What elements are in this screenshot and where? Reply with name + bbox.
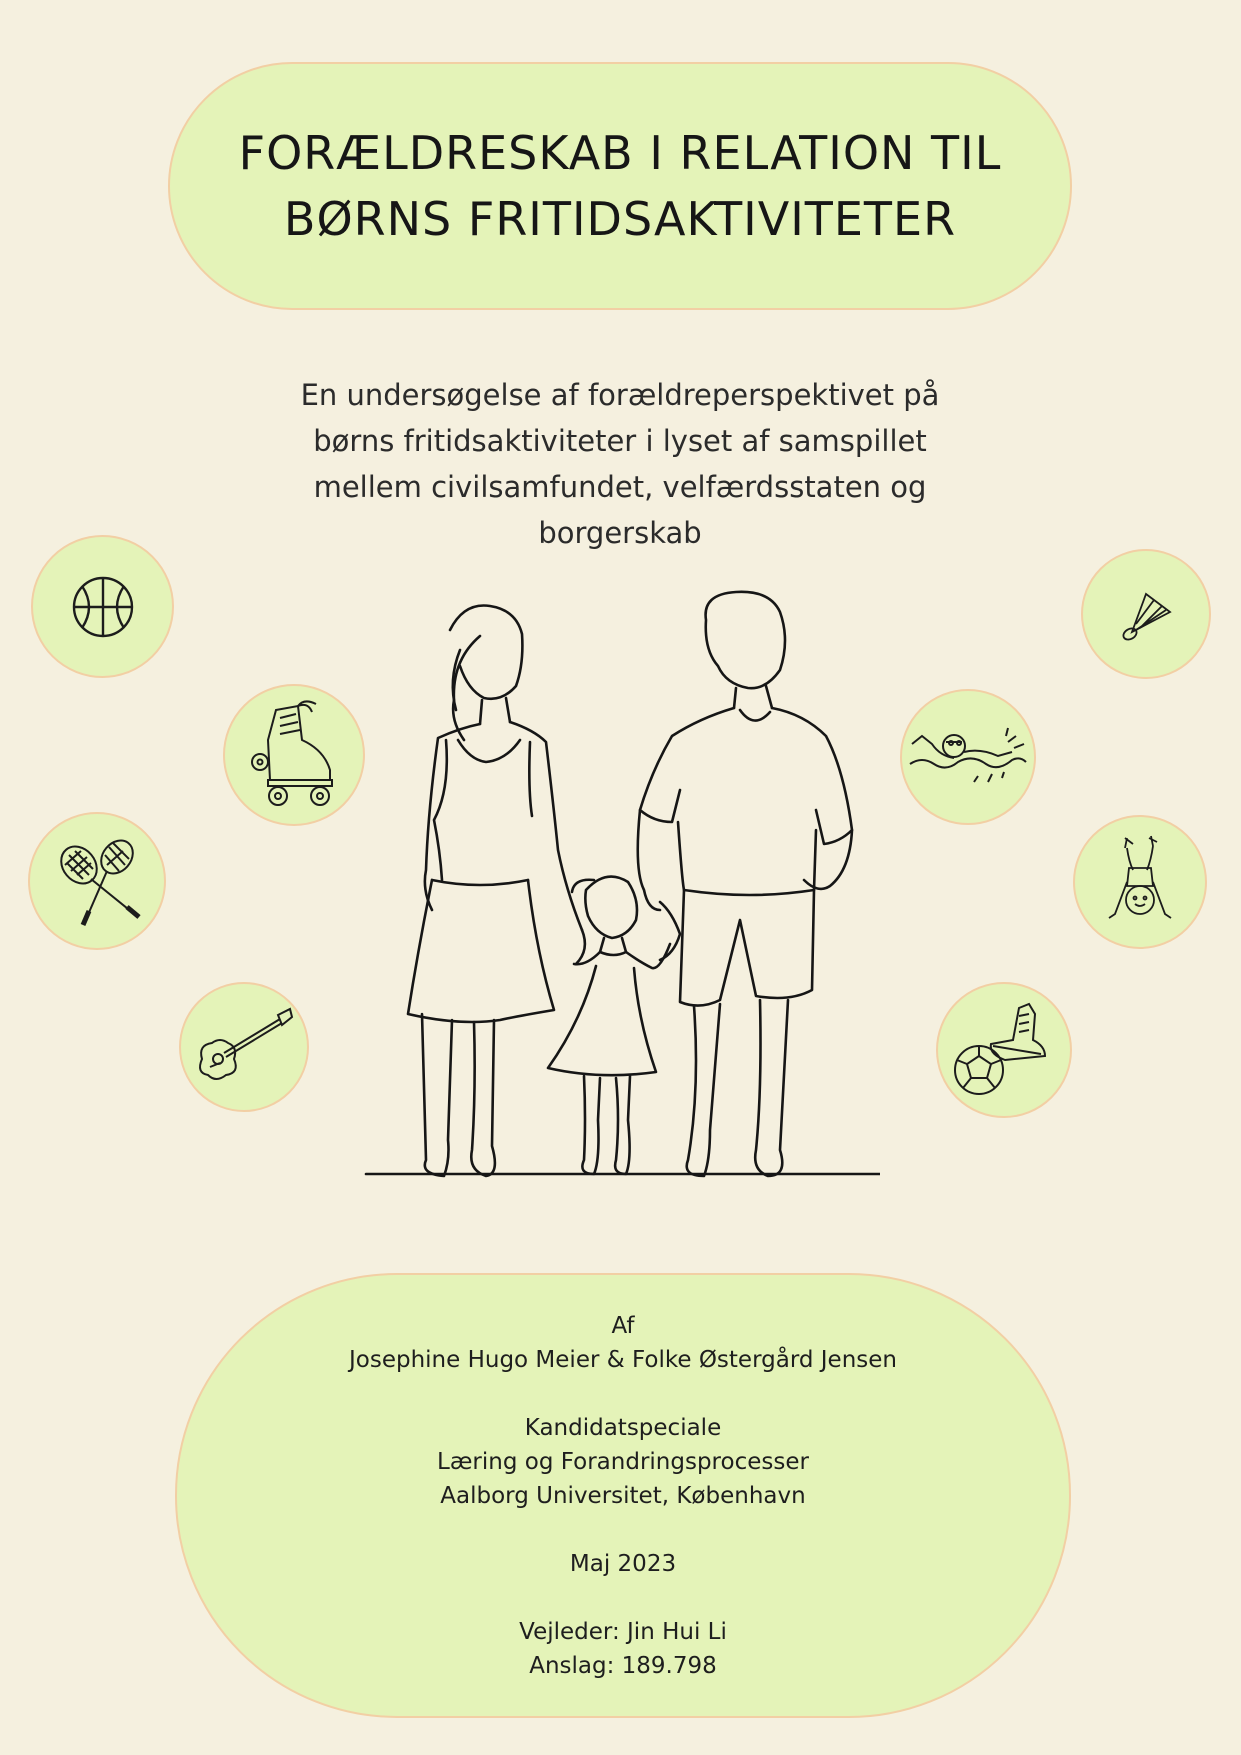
guitar-circle xyxy=(179,982,309,1112)
basketball-icon xyxy=(68,572,138,642)
father-figure xyxy=(638,592,852,1176)
subtitle-line-3: mellem civilsamfundet, velfærdsstaten og xyxy=(313,470,927,504)
subtitle-line-2: børns fritidsaktiviteter i lyset af samspillet xyxy=(313,424,927,458)
roller-skate-circle xyxy=(223,684,365,826)
basketball-circle xyxy=(31,535,174,678)
badminton-rackets-icon xyxy=(47,831,147,931)
university: Aalborg Universitet, København xyxy=(440,1482,806,1509)
by-label: Af xyxy=(611,1312,635,1339)
football-circle xyxy=(936,982,1072,1118)
football-boot-icon xyxy=(949,1000,1059,1100)
shuttlecock-circle xyxy=(1081,549,1211,679)
family-illustration xyxy=(360,590,880,1180)
child-figure xyxy=(548,877,680,1174)
character-count: Anslag: 189.798 xyxy=(529,1652,717,1679)
authors: Josephine Hugo Meier & Folke Østergård Jensen xyxy=(348,1346,897,1373)
badminton-circle xyxy=(28,812,166,950)
date: Maj 2023 xyxy=(569,1550,677,1577)
shuttlecock-icon xyxy=(1116,584,1176,644)
subtitle-line-1: En undersøgelse af forældreperspektivet på xyxy=(300,378,940,412)
guitar-icon xyxy=(194,1007,294,1087)
thesis-type: Kandidatspeciale xyxy=(524,1414,722,1441)
info-banner xyxy=(175,1273,1071,1718)
supervisor: Vejleder: Jin Hui Li xyxy=(519,1618,727,1645)
roller-skate-icon xyxy=(246,700,342,810)
swimmer-circle xyxy=(900,689,1036,825)
title-line-2: BØRNS FRITIDSAKTIVITETER xyxy=(283,192,957,246)
subtitle xyxy=(230,372,1010,556)
title-banner xyxy=(168,62,1072,310)
handstand-circle xyxy=(1073,815,1207,949)
handstand-child-icon xyxy=(1105,832,1175,932)
swimmer-icon xyxy=(908,722,1028,792)
mother-figure xyxy=(408,606,585,1177)
programme: Læring og Forandringsprocesser xyxy=(437,1448,809,1475)
subtitle-line-4: borgerskab xyxy=(538,516,702,550)
title-line-1: FORÆLDRESKAB I RELATION TIL xyxy=(238,126,1002,180)
